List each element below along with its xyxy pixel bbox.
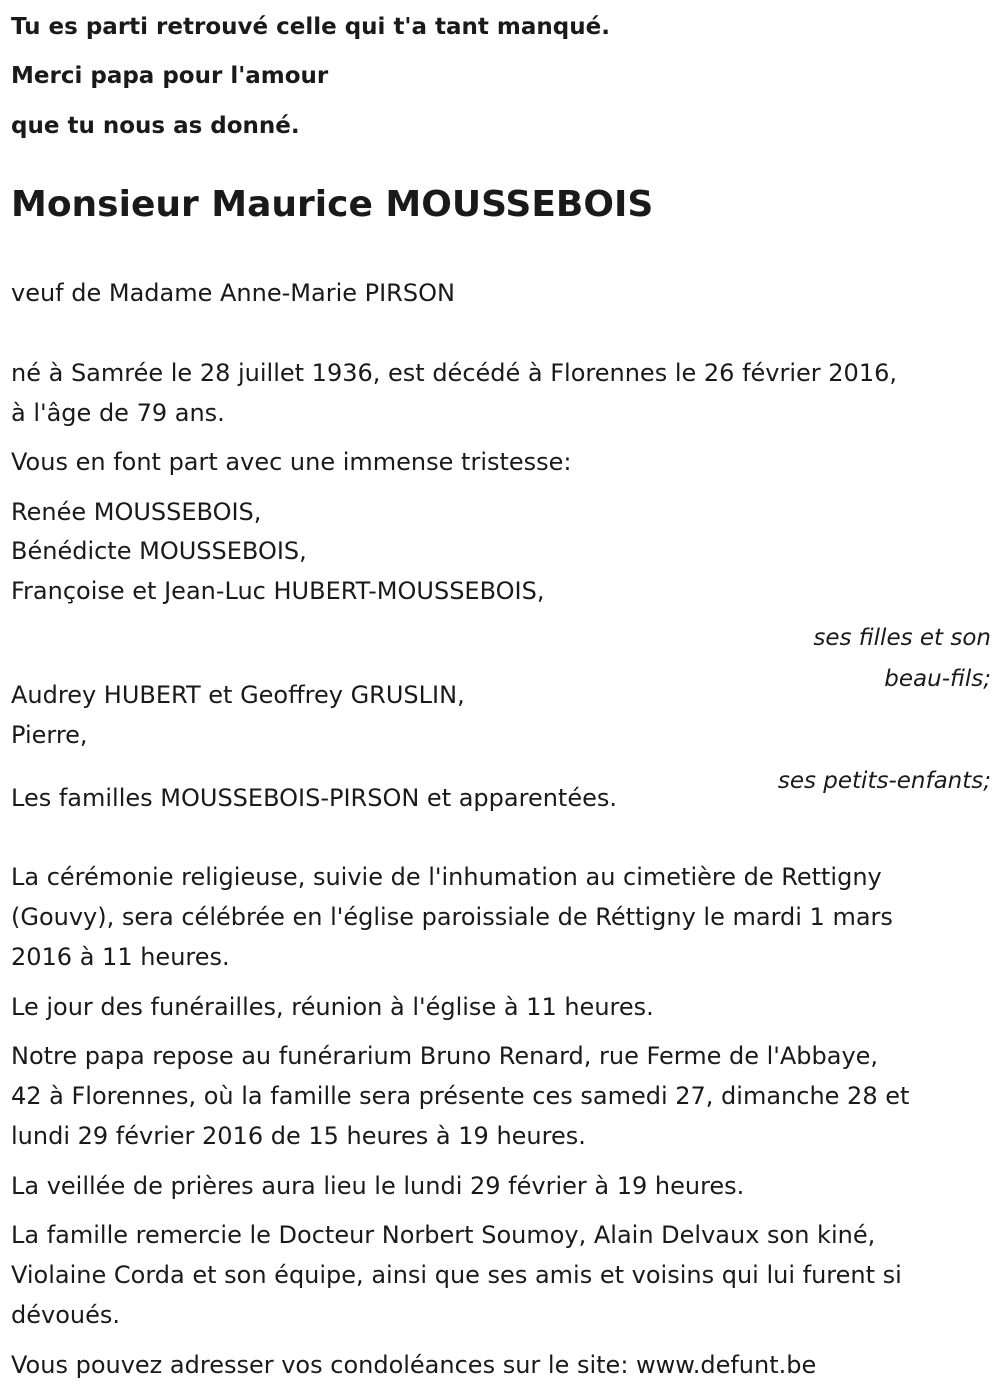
rest-line-2: 42 à Florennes, où la famille sera présente ces samedi 27, dimanche 28 et (11, 1082, 910, 1110)
grandchild-2: Pierre, (11, 721, 88, 749)
daughters-role-line-1: ses filles et son (813, 625, 991, 651)
announcement-intro: Vous en font part avec une immense tristesse: (11, 448, 572, 476)
obituary-notice (11, 0, 991, 1400)
thanks-line-2: Violaine Corda et son équipe, ainsi que ses amis et voisins qui lui furent si (11, 1261, 902, 1289)
ceremony-line-2: (Gouvy), sera célébrée en l'église paroissiale de Réttigny le mardi 1 mars (11, 903, 893, 931)
ceremony-line-1: La cérémonie religieuse, suivie de l'inhumation au cimetière de Rettigny (11, 863, 882, 891)
widower-line: veuf de Madame Anne-Marie PIRSON (11, 279, 455, 307)
thanks-line-1: La famille remercie le Docteur Norbert Soumoy, Alain Delvaux son kiné, (11, 1221, 876, 1249)
daughter-2: Bénédicte MOUSSEBOIS, (11, 537, 307, 565)
rest-line-3: lundi 29 février 2016 de 15 heures à 19 heures. (11, 1122, 586, 1150)
families-line: Les familles MOUSSEBOIS-PIRSON et apparentées. (11, 784, 617, 812)
grandchild-1: Audrey HUBERT et Geoffrey GRUSLIN, (11, 681, 465, 709)
rest-line-1: Notre papa repose au funérarium Bruno Renard, rue Ferme de l'Abbaye, (11, 1042, 879, 1070)
ceremony-line-3: 2016 à 11 heures. (11, 943, 230, 971)
thanks-line-3: dévoués. (11, 1301, 120, 1329)
epitaph-line-2: Merci papa pour l'amour (11, 63, 329, 89)
daughters-role-line-2: beau-fils; (884, 666, 991, 692)
grandchildren-role: ses petits-enfants; (777, 768, 991, 794)
daughter-3: Françoise et Jean-Luc HUBERT-MOUSSEBOIS, (11, 577, 545, 605)
epitaph-line-1: Tu es parti retrouvé celle qui t'a tant manqué. (11, 14, 610, 40)
epitaph-line-3: que tu nous as donné. (11, 113, 300, 139)
birth-death-line-2: à l'âge de 79 ans. (11, 399, 225, 427)
deceased-name: Monsieur Maurice MOUSSEBOIS (11, 184, 654, 225)
vigil-line: La veillée de prières aura lieu le lundi 29 février à 19 heures. (11, 1172, 745, 1200)
daughter-1: Renée MOUSSEBOIS, (11, 498, 262, 526)
birth-death-line-1: né à Samrée le 28 juillet 1936, est décédé à Florennes le 26 février 2016, (11, 359, 897, 387)
condolences-line: Vous pouvez adresser vos condoléances sur le site: www.defunt.be (11, 1351, 817, 1379)
meeting-line: Le jour des funérailles, réunion à l'église à 11 heures. (11, 993, 654, 1021)
